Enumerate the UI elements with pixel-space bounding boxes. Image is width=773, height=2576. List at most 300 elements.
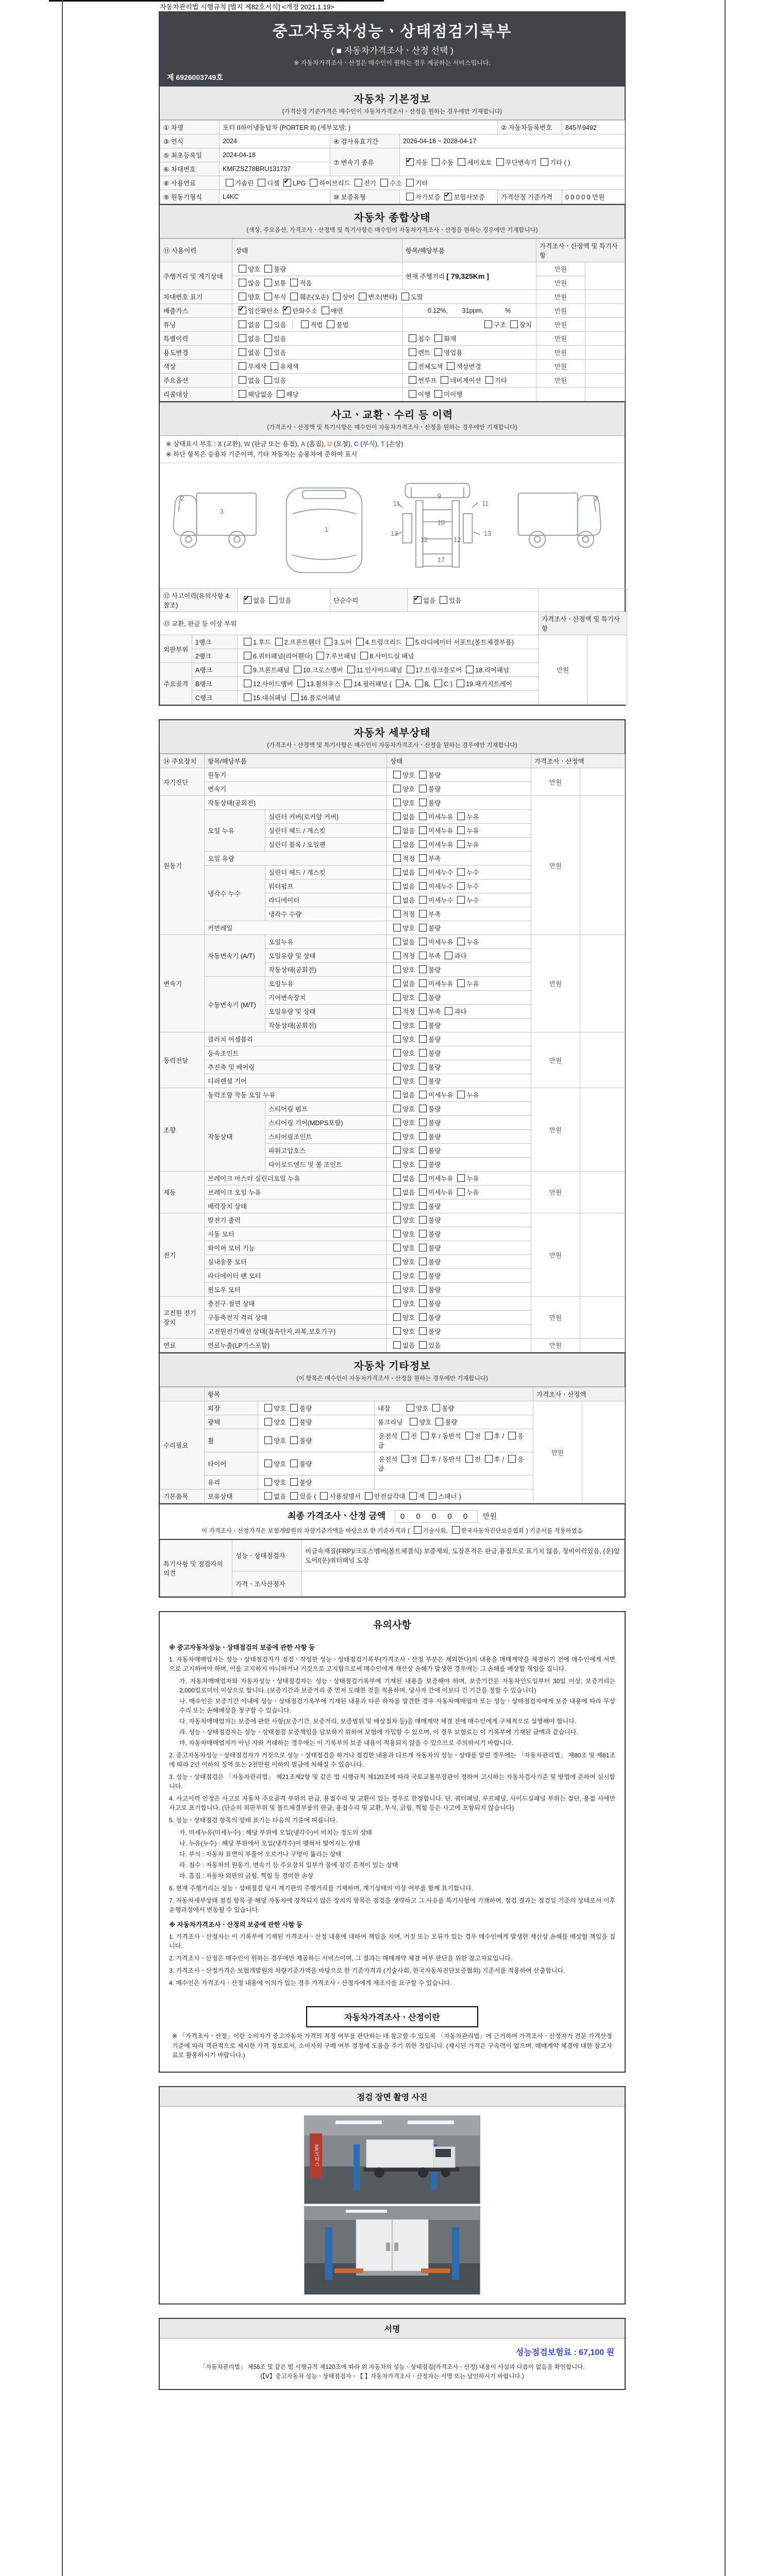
legend-note: ※ 하단 항목은 승용차 기준이며, 기타 자동차는 승용차에 준하여 표시 xyxy=(166,451,358,458)
checkbox[interactable] xyxy=(393,854,401,862)
checkbox[interactable] xyxy=(322,307,329,314)
checkbox[interactable] xyxy=(244,666,251,673)
checkbox[interactable] xyxy=(297,680,305,687)
checkbox[interactable] xyxy=(393,785,401,792)
checkbox[interactable] xyxy=(419,1063,427,1071)
checkbox[interactable] xyxy=(264,1404,272,1412)
checkbox[interactable] xyxy=(419,1118,427,1126)
recall-done-options xyxy=(402,387,536,401)
checkbox[interactable] xyxy=(434,390,442,398)
checkbox[interactable] xyxy=(457,680,464,687)
checkbox-label: 미세누유 xyxy=(428,1092,453,1099)
checkbox[interactable] xyxy=(465,1455,473,1463)
checkbox[interactable] xyxy=(457,1091,465,1098)
price-cell: 만원 xyxy=(536,374,585,387)
checkbox[interactable] xyxy=(485,1455,493,1463)
checkbox-label: 영업용 xyxy=(444,349,463,357)
car-name-value: 포터 II하이냉동탑차 (PORTER II) (세부모델: ) xyxy=(220,121,498,134)
checkbox[interactable] xyxy=(409,334,416,342)
checkbox[interactable] xyxy=(406,179,414,187)
checkbox[interactable] xyxy=(541,158,548,166)
checkbox[interactable] xyxy=(393,771,401,778)
checkbox[interactable] xyxy=(244,638,251,646)
checkbox[interactable] xyxy=(393,993,401,1001)
checkbox[interactable] xyxy=(290,1404,298,1412)
checkbox[interactable] xyxy=(419,854,427,862)
checkbox[interactable] xyxy=(457,812,465,820)
checkbox[interactable] xyxy=(239,362,246,370)
checkbox[interactable] xyxy=(393,1313,401,1321)
checkbox[interactable] xyxy=(419,882,427,890)
checkbox[interactable] xyxy=(419,1216,427,1224)
field-label: ⑩ 보증유형 xyxy=(330,190,400,204)
tire-detail-options xyxy=(375,1452,533,1476)
checkbox[interactable] xyxy=(239,348,246,356)
item-label: 시동 모터 xyxy=(205,1227,387,1241)
checkbox-label: 후 xyxy=(430,1433,437,1440)
checkbox[interactable] xyxy=(419,799,427,806)
section-photos xyxy=(159,2086,626,2304)
checkbox-label: 없음 xyxy=(248,335,261,343)
checkbox[interactable] xyxy=(440,596,447,604)
checkbox[interactable] xyxy=(393,1049,401,1057)
checkbox[interactable] xyxy=(419,1091,427,1098)
legend-code-desc: (손상) xyxy=(386,440,404,448)
checkbox-label: 양호 xyxy=(402,925,415,932)
checkbox[interactable] xyxy=(327,320,334,328)
checkbox[interactable] xyxy=(419,785,427,792)
checkbox[interactable] xyxy=(393,1299,401,1307)
checkbox[interactable] xyxy=(239,320,246,328)
checkbox[interactable] xyxy=(419,840,427,848)
checkbox[interactable] xyxy=(316,652,324,659)
checkbox[interactable] xyxy=(429,1492,436,1500)
checkbox[interactable] xyxy=(434,348,442,356)
checkbox[interactable] xyxy=(393,1132,401,1140)
state-options xyxy=(387,1338,531,1352)
checkbox-label: 전 xyxy=(474,1433,481,1440)
checkbox[interactable] xyxy=(264,1460,272,1467)
checkbox[interactable] xyxy=(393,1035,401,1043)
checkbox[interactable] xyxy=(434,334,442,342)
checkbox[interactable] xyxy=(393,1327,401,1335)
option-text: 이 가격조사ㆍ산정가격은 보험개발원의 차량기준가액을 바탕으로 한 기준가격과 ( xyxy=(201,1528,410,1534)
checkbox[interactable] xyxy=(239,293,246,300)
checkbox[interactable] xyxy=(393,1272,401,1279)
checkbox[interactable] xyxy=(419,938,427,945)
notice-paragraph: 가. 자동차매매업자와 자동차성능ㆍ상태점검자는 성능ㆍ상태점검기록부에 기재된 내용을 보증해야 하며, 보증기간은 자동차인도일부터 30일 이상, 보증거리는 2,000킬로미터 이상으로 합니다. (보증기간과 보증거리 중 먼저 도래한 것을 적용하며, 당사자 간에 이보다 긴 기간을 정할 수 있습니다) xyxy=(179,1677,615,1694)
checkbox[interactable] xyxy=(508,1432,516,1439)
checkbox[interactable] xyxy=(393,924,401,931)
checkbox-label: 7.루브패널 xyxy=(326,653,357,660)
checkbox[interactable] xyxy=(264,1478,272,1486)
price-cell: 만원 xyxy=(536,262,585,276)
checkbox-label: 불량 xyxy=(299,1419,312,1426)
price-cell: 만원 xyxy=(531,1297,580,1338)
checkbox[interactable] xyxy=(393,910,401,918)
checkbox-label: 9.프론트패널 xyxy=(253,667,290,674)
checkbox[interactable] xyxy=(457,938,465,945)
checkbox[interactable] xyxy=(239,334,246,342)
checkbox[interactable] xyxy=(419,1132,427,1140)
checkbox[interactable] xyxy=(393,1216,401,1224)
checkbox[interactable] xyxy=(244,693,251,701)
checkbox[interactable] xyxy=(409,376,416,384)
checkbox[interactable] xyxy=(380,179,388,187)
checkbox[interactable] xyxy=(457,1188,465,1196)
item-label: 고전원전기배선 상태(접속단자,피복,보호기구) xyxy=(205,1325,387,1338)
checkbox-label: 미세누유 xyxy=(428,814,453,821)
checkbox[interactable] xyxy=(226,179,233,187)
checkbox[interactable] xyxy=(290,1436,298,1444)
diagram-part-number: 11 xyxy=(393,499,400,507)
checkbox[interactable] xyxy=(432,1404,440,1412)
checkbox[interactable] xyxy=(393,1091,401,1098)
checkbox-label: 양호 xyxy=(402,1314,415,1321)
checkbox[interactable] xyxy=(419,1160,427,1168)
checkbox[interactable] xyxy=(445,1007,452,1015)
checkbox[interactable] xyxy=(435,1418,443,1426)
checkbox[interactable] xyxy=(484,320,492,328)
mileage-state-options xyxy=(232,262,402,276)
checkbox[interactable] xyxy=(406,158,414,166)
checkbox-label: 불량 xyxy=(442,1405,455,1412)
item-label: 브레이크 마스터 실린더오일 누유 xyxy=(205,1172,387,1185)
checkbox[interactable] xyxy=(457,882,465,890)
checkbox[interactable] xyxy=(393,952,401,959)
checkbox[interactable] xyxy=(409,390,416,398)
checkbox[interactable] xyxy=(419,1244,427,1251)
device-group-label: 고전원 전기장치 xyxy=(160,1297,205,1338)
checkbox[interactable] xyxy=(401,1432,409,1439)
col-header: 가격조사ㆍ산정액 xyxy=(531,754,625,768)
checkbox-label: 양호 xyxy=(402,1286,415,1294)
checkbox[interactable] xyxy=(406,193,414,200)
checkbox[interactable] xyxy=(290,1418,298,1426)
checkbox[interactable] xyxy=(419,993,427,1001)
note-cell xyxy=(580,1297,625,1338)
notice-paragraph: 1. 가격조사ㆍ산정자는 이 기록부에 기재된 가격조사ㆍ산정 내용에 대하여 책임을 지며, 거짓 또는 오류가 있는 경우 매수인에게 발생한 재산상 손해를 배상할 책임을 집니다. xyxy=(169,1933,615,1950)
checkbox[interactable] xyxy=(344,680,352,687)
price-cell: 만원 xyxy=(531,1088,580,1172)
checkbox[interactable] xyxy=(333,293,341,300)
checkbox-label: 17.트렁크플로어 xyxy=(415,667,462,674)
checkbox[interactable] xyxy=(419,868,427,876)
checkbox[interactable] xyxy=(419,952,427,959)
checkbox[interactable] xyxy=(290,1492,298,1500)
checkbox[interactable] xyxy=(290,1478,298,1486)
checkbox[interactable] xyxy=(393,812,401,820)
checkbox[interactable] xyxy=(393,1105,401,1112)
checkbox-label: 미세누유 xyxy=(428,841,453,849)
page-right-rule xyxy=(725,0,726,2576)
checkbox[interactable] xyxy=(393,868,401,876)
checkbox[interactable] xyxy=(406,638,414,646)
checkbox[interactable] xyxy=(419,1285,427,1293)
base-price-value: 0 0 0 0 0 만원 xyxy=(562,190,625,204)
state-options xyxy=(387,810,531,824)
checkbox[interactable] xyxy=(393,799,401,806)
checkbox[interactable] xyxy=(264,334,272,342)
checkbox-label: 없음 xyxy=(402,814,415,821)
checkbox[interactable] xyxy=(239,279,246,286)
checkbox[interactable] xyxy=(419,1272,427,1279)
checkbox[interactable] xyxy=(320,1492,328,1500)
checkbox[interactable] xyxy=(275,638,283,646)
checkbox-label: 8.사이드실 패널 xyxy=(369,653,414,660)
checkbox[interactable] xyxy=(360,652,368,659)
checkbox-label: 침수 xyxy=(418,335,431,343)
checkbox[interactable] xyxy=(409,362,416,370)
checkbox[interactable] xyxy=(419,1077,427,1084)
checkbox[interactable] xyxy=(325,638,332,646)
checkbox[interactable] xyxy=(393,1202,401,1210)
checkbox[interactable] xyxy=(244,680,251,687)
checkbox[interactable] xyxy=(271,362,278,370)
checkbox[interactable] xyxy=(393,826,401,834)
group-label: 기본품목 xyxy=(160,1489,205,1503)
checkbox-label: 무채색 xyxy=(248,363,267,370)
item-label: 실린더 헤드 / 개스킷 xyxy=(265,866,387,879)
checkbox-label: 있음 xyxy=(274,335,287,343)
checkbox[interactable] xyxy=(393,882,401,890)
checkbox-label: 많음 xyxy=(248,280,261,287)
checkbox[interactable] xyxy=(409,348,416,356)
checkbox[interactable] xyxy=(457,868,465,876)
checkbox[interactable] xyxy=(445,952,452,959)
checkbox[interactable] xyxy=(359,293,366,300)
checkbox[interactable] xyxy=(496,158,504,166)
checkbox[interactable] xyxy=(465,1432,473,1439)
checkbox[interactable] xyxy=(291,693,299,701)
checkbox[interactable] xyxy=(264,1418,272,1426)
warranty-options xyxy=(400,190,498,204)
checkbox[interactable] xyxy=(301,320,309,328)
checkbox[interactable] xyxy=(239,390,246,398)
checkbox[interactable] xyxy=(258,179,265,187)
checkbox[interactable] xyxy=(393,1244,401,1251)
checkbox[interactable] xyxy=(347,666,355,673)
checkbox[interactable] xyxy=(270,596,277,604)
checkbox[interactable] xyxy=(485,1432,493,1439)
checkbox[interactable] xyxy=(264,1492,272,1500)
notice-paragraph: 2. 중고자동차성능ㆍ상태점검자가 거짓으로 성능ㆍ상태점검을 하거나 점검한 내용과 다르게 자동차의 성능ㆍ상태를 알린 경우에는 「자동차관리법」 제80조 및 제81조에 따라 2년 이하의 징역 또는 2천만원 이하의 벌금에 처해질 수 있습니다. xyxy=(169,1752,615,1768)
checkbox[interactable] xyxy=(310,179,317,187)
inspection-photo-1 xyxy=(305,2116,480,2204)
item-label: 충전구 절연 상태 xyxy=(205,1297,387,1311)
checkbox[interactable] xyxy=(421,1432,429,1439)
checkbox[interactable] xyxy=(419,924,427,931)
checkbox[interactable] xyxy=(393,1160,401,1168)
checkbox[interactable] xyxy=(447,362,455,370)
legend-code-desc: (부식), xyxy=(360,440,381,448)
checkbox[interactable] xyxy=(434,680,442,687)
checkbox[interactable] xyxy=(355,179,362,187)
checkbox[interactable] xyxy=(419,965,427,973)
checkbox[interactable] xyxy=(264,1436,272,1444)
field-label: 가격산정 기준가격 xyxy=(498,190,562,204)
checkbox[interactable] xyxy=(290,293,298,300)
checkbox[interactable] xyxy=(365,1492,373,1500)
checkbox[interactable] xyxy=(277,390,284,398)
checkbox[interactable] xyxy=(457,826,465,834)
document-number: 제 6926003749호 xyxy=(167,73,223,81)
checkbox[interactable] xyxy=(419,826,427,834)
checkbox[interactable] xyxy=(356,638,364,646)
checkbox[interactable] xyxy=(419,1299,427,1307)
checkbox[interactable] xyxy=(457,1174,465,1182)
notice-paragraph: 7. 자동차세부상태 점검 항목 중 해당 자동차에 장착되지 않은 장치의 항목은 점검을 생략하고 그 사유를 특기사항에 기재하며, 점검 결과는 점검일 기준의 상태로서 이후 운행과정에서 변동될 수 있습니다. xyxy=(169,1897,615,1913)
checkbox[interactable] xyxy=(419,1258,427,1265)
state-options xyxy=(387,977,531,991)
note-cell xyxy=(585,332,625,346)
checkbox[interactable] xyxy=(466,666,474,673)
checkbox-label: 미세누유 xyxy=(428,827,453,835)
checkbox[interactable] xyxy=(419,1174,427,1182)
checkbox[interactable] xyxy=(409,1492,417,1500)
checkbox[interactable] xyxy=(393,1285,401,1293)
checkbox[interactable] xyxy=(407,666,414,673)
exterior-options xyxy=(258,1401,375,1415)
field-label: ⑦ 변속기 종류 xyxy=(330,148,400,176)
price-cell: 만원 xyxy=(539,635,587,705)
checkbox[interactable] xyxy=(419,1341,427,1349)
checkbox[interactable] xyxy=(244,652,251,659)
group-label: 수리필요 xyxy=(160,1401,205,1489)
checkbox[interactable] xyxy=(441,376,448,384)
option-text: / 동반석 xyxy=(439,1456,461,1463)
checkbox[interactable] xyxy=(419,1230,427,1238)
checkbox[interactable] xyxy=(401,1455,409,1463)
checkbox[interactable] xyxy=(393,1258,401,1265)
checkbox[interactable] xyxy=(419,1035,427,1043)
item-label: 오일누유 xyxy=(265,935,387,949)
checkbox[interactable] xyxy=(264,320,272,328)
sign-note-2: (【Ⅴ】중고자동차 성능ㆍ상태점검자ㆍ【 】자동차가격조사ㆍ산정자는 서명 또는 날인하시기 바랍니다.) xyxy=(260,2374,524,2380)
checkbox[interactable] xyxy=(393,1118,401,1126)
checkbox[interactable] xyxy=(485,376,493,384)
checkbox[interactable] xyxy=(419,1202,427,1210)
checkbox[interactable] xyxy=(419,896,427,904)
checkbox[interactable] xyxy=(401,293,409,300)
state-options xyxy=(387,1269,531,1283)
checkbox-label: 미세누유 xyxy=(428,1189,453,1196)
checkbox[interactable] xyxy=(419,979,427,987)
checkbox[interactable] xyxy=(419,1007,427,1015)
checkbox[interactable] xyxy=(414,1526,422,1534)
checkbox[interactable] xyxy=(393,1174,401,1182)
checkbox[interactable] xyxy=(393,1077,401,1084)
checkbox[interactable] xyxy=(452,1526,460,1534)
checkbox[interactable] xyxy=(458,158,465,166)
checkbox[interactable] xyxy=(419,771,427,778)
checkbox-label: 적정 xyxy=(402,911,415,918)
checkbox[interactable] xyxy=(421,1455,429,1463)
checkbox[interactable] xyxy=(283,307,291,314)
checkbox[interactable] xyxy=(393,1146,401,1154)
checkbox-label: 양호 xyxy=(402,800,415,807)
price-cell: 만원 xyxy=(531,796,580,935)
checkbox[interactable] xyxy=(415,680,423,687)
checkbox[interactable] xyxy=(419,910,427,918)
checkbox-label: 불량 xyxy=(428,967,441,974)
checkbox[interactable] xyxy=(244,596,251,604)
checkbox[interactable] xyxy=(264,376,272,384)
checkbox-label: 한국자동차진단보증협회 xyxy=(461,1528,524,1534)
checkbox[interactable] xyxy=(393,965,401,973)
checkbox-label: 전 xyxy=(411,1456,417,1463)
checkbox-label: 잭 xyxy=(418,1493,425,1500)
checkbox[interactable] xyxy=(290,279,298,286)
checkbox[interactable] xyxy=(419,1313,427,1321)
checkbox[interactable] xyxy=(393,979,401,987)
checkbox[interactable] xyxy=(393,1230,401,1238)
price-cell: 만원 xyxy=(536,346,585,360)
checkbox[interactable] xyxy=(414,596,422,604)
checkbox[interactable] xyxy=(419,1049,427,1057)
checkbox[interactable] xyxy=(264,348,272,356)
checkbox[interactable] xyxy=(239,376,246,384)
checkbox[interactable] xyxy=(393,840,401,848)
checkbox[interactable] xyxy=(457,979,465,987)
roomcleaning-cell: 룸크리닝 양호 불량 xyxy=(375,1415,533,1429)
checkbox[interactable] xyxy=(432,158,440,166)
checkbox-label: 양호 xyxy=(416,1405,429,1412)
state-options xyxy=(387,1255,531,1269)
checkbox[interactable] xyxy=(419,812,427,820)
checkbox[interactable] xyxy=(419,1327,427,1335)
checkbox[interactable] xyxy=(393,1188,401,1196)
checkbox[interactable] xyxy=(294,666,301,673)
checkbox[interactable] xyxy=(290,1460,298,1467)
checkbox[interactable] xyxy=(419,1146,427,1154)
checkbox[interactable] xyxy=(419,1105,427,1112)
checkbox-label: 없음 xyxy=(402,980,415,988)
checkbox[interactable] xyxy=(444,193,452,200)
checkbox[interactable] xyxy=(393,1341,401,1349)
checkbox[interactable] xyxy=(393,1021,401,1029)
checkbox[interactable] xyxy=(264,279,272,286)
checkbox[interactable] xyxy=(264,293,272,300)
checkbox[interactable] xyxy=(419,1021,427,1029)
row-label: 색상 xyxy=(160,360,232,374)
appraiser-remarks xyxy=(302,1571,625,1597)
engine-type-value: L4KC xyxy=(220,190,330,204)
checkbox[interactable] xyxy=(393,1063,401,1071)
checkbox[interactable] xyxy=(396,680,404,687)
row-label: 보유상태 xyxy=(205,1489,258,1503)
rank1-parts xyxy=(238,635,539,649)
state-options xyxy=(387,879,531,893)
checkbox[interactable] xyxy=(393,896,401,904)
section-notice xyxy=(159,1611,626,2073)
checkbox[interactable] xyxy=(407,1404,414,1412)
checkbox[interactable] xyxy=(239,307,246,314)
checkbox[interactable] xyxy=(508,1455,516,1463)
checkbox[interactable] xyxy=(264,265,272,273)
row-label: 휠 xyxy=(205,1429,258,1452)
checkbox[interactable] xyxy=(410,1418,417,1426)
checkbox[interactable] xyxy=(393,938,401,945)
checkbox[interactable] xyxy=(510,320,518,328)
checkbox[interactable] xyxy=(457,896,465,904)
checkbox[interactable] xyxy=(393,1007,401,1015)
row-label: ⑫ 사고이력(유의사항 4.참조) xyxy=(160,589,238,612)
checkbox[interactable] xyxy=(239,265,246,273)
checkbox[interactable] xyxy=(283,179,291,187)
checkbox[interactable] xyxy=(457,840,465,848)
checkbox[interactable] xyxy=(419,1188,427,1196)
